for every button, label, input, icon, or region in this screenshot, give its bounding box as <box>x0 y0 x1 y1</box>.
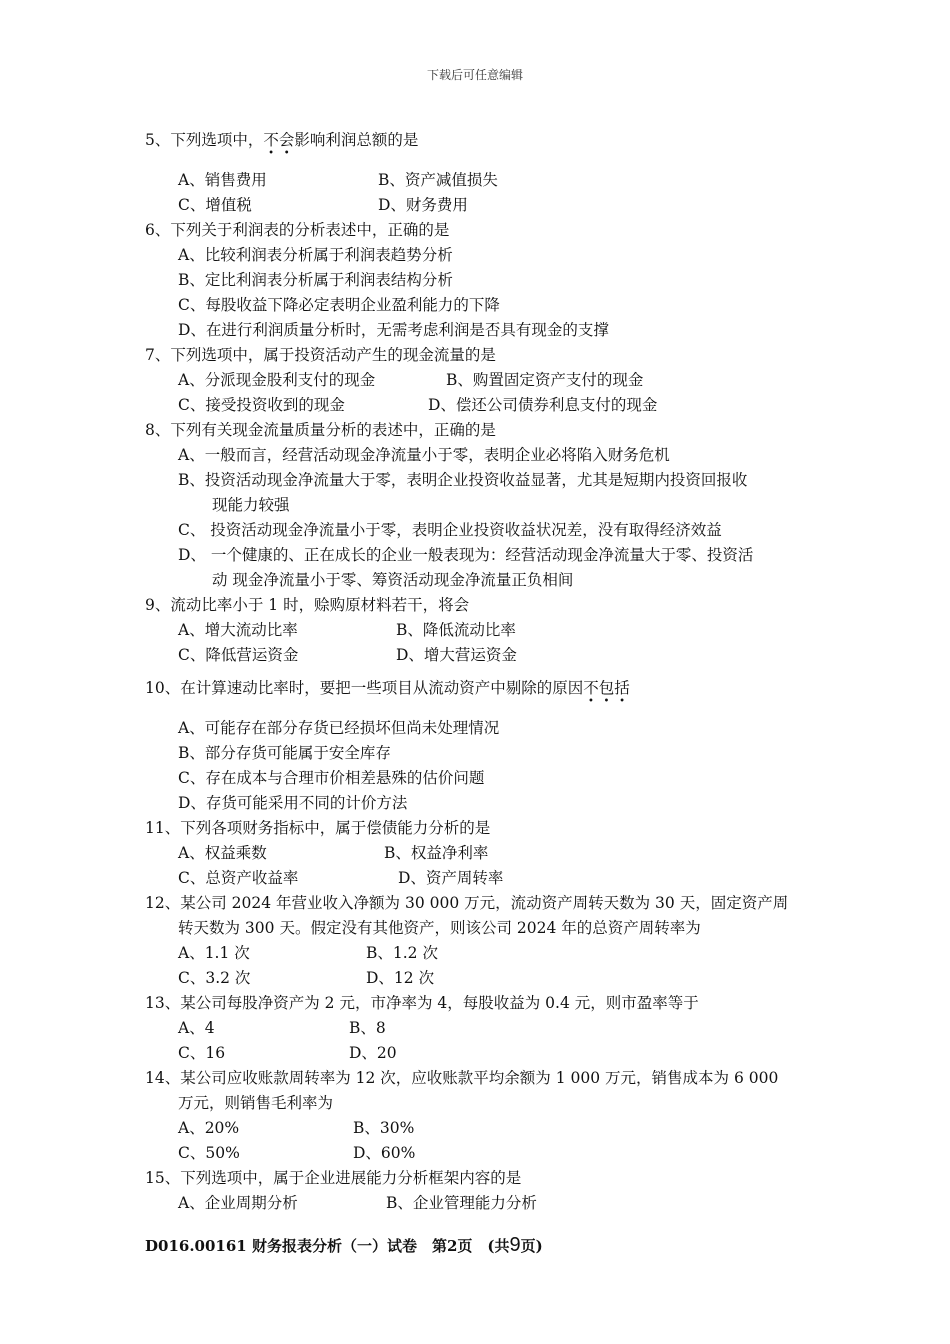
page-footer: D016.00161 财务报表分析（一）试卷 第2页 (共9页) <box>145 1234 543 1256</box>
question-14-stem-line1: 14、某公司应收账款周转率为 12 次，应收账款平均余额为 1 000 万元，销售成本为 6 000 <box>145 1069 779 1087</box>
question-6-option-b: B、定比利润表分析属于利润表结构分析 <box>178 271 453 289</box>
question-14-option-a: A、20% <box>178 1119 240 1137</box>
question-7-option-d: D、偿还公司债券利息支付的现金 <box>428 396 658 414</box>
question-13-option-b: B、8 <box>349 1019 386 1037</box>
question-14-stem-line2: 万元，则销售毛利率为 <box>178 1094 334 1112</box>
question-6-stem: 6、下列关于利润表的分析表述中，正确的是 <box>145 221 450 239</box>
question-10-option-b: B、部分存货可能属于安全库存 <box>178 744 391 762</box>
question-13-option-c: C、16 <box>178 1044 226 1062</box>
question-10-option-c: C、存在成本与合理市价相差悬殊的估价问题 <box>178 769 485 787</box>
question-8-option-a: A、一般而言，经营活动现金净流量小于零，表明企业必将陷入财务危机 <box>178 446 670 464</box>
question-8-option-b-line2: 现能力较强 <box>212 496 290 514</box>
question-14-option-d: D、60% <box>353 1144 416 1162</box>
question-8-stem: 8、下列有关现金流量质量分析的表述中，正确的是 <box>145 421 496 439</box>
question-13-option-a: A、4 <box>178 1019 215 1037</box>
question-11-option-a: A、权益乘数 <box>178 844 267 862</box>
question-11-option-d: D、资产周转率 <box>398 869 504 887</box>
emphasis-char: 括 • <box>614 679 630 707</box>
question-8-option-b-line1: B、投资活动现金净流量大于零，表明企业投资收益显著，尤其是短期内投资回报收 <box>178 471 748 489</box>
question-9-stem: 9、流动比率小于 1 时，赊购原材料若干，将会 <box>145 596 470 614</box>
emphasis-char: 不 • <box>263 131 279 159</box>
question-5-stem: 5、下列选项中，不 • 会 • 影响利润总额的是 <box>145 131 419 159</box>
total-pages: 9 <box>509 1234 521 1256</box>
question-7-option-c: C、接受投资收到的现金 <box>178 396 345 414</box>
question-5-option-a: A、销售费用 <box>178 171 267 189</box>
emphasis-char: 会 • <box>278 131 295 159</box>
emphasis-char: 包 • <box>598 679 615 707</box>
question-7-option-b: B、购置固定资产支付的现金 <box>446 371 644 389</box>
question-5-option-c: C、增值税 <box>178 196 252 214</box>
question-12-stem-line2: 转天数为 300 天。假定没有其他资产，则该公司 2024 年的总资产周转率为 <box>178 919 701 937</box>
question-13-stem: 13、某公司每股净资产为 2 元，市净率为 4，每股收益为 0.4 元，则市盈率等于 <box>145 994 699 1012</box>
question-5-option-b: B、资产减值损失 <box>378 171 498 189</box>
question-6-option-d: D、在进行利润质量分析时，无需考虑利润是否具有现金的支撑 <box>178 321 609 339</box>
question-9-option-d: D、增大营运资金 <box>396 646 517 664</box>
question-11-option-c: C、总资产收益率 <box>178 869 299 887</box>
question-15-option-a: A、企业周期分析 <box>178 1194 298 1212</box>
question-7-option-a: A、分派现金股利支付的现金 <box>178 371 376 389</box>
question-10-stem: 10、在计算速动比率时，要把一些项目从流动资产中剔除的原因不 • 包 • 括 • <box>145 679 630 707</box>
page-header: 下载后可任意编辑 <box>426 68 523 82</box>
emphasis-char: 不 • <box>583 679 599 707</box>
question-15-option-b: B、企业管理能力分析 <box>386 1194 537 1212</box>
question-14-option-b: B、30% <box>353 1119 415 1137</box>
question-12-option-d: D、12 次 <box>366 969 435 987</box>
question-6-option-a: A、比较利润表分析属于利润表趋势分析 <box>178 246 453 264</box>
question-8-option-d-line1: D、 一个健康的、正在成长的企业一般表现为：经营活动现金净流量大于零、投资活 <box>178 546 754 564</box>
question-5-option-d: D、财务费用 <box>378 196 468 214</box>
question-12-option-c: C、3.2 次 <box>178 969 251 987</box>
question-10-option-a: A、可能存在部分存货已经损坏但尚未处理情况 <box>178 719 500 737</box>
question-10-option-d: D、存货可能采用不同的计价方法 <box>178 794 408 812</box>
question-12-option-b: B、1.2 次 <box>366 944 438 962</box>
question-12-option-a: A、1.1 次 <box>178 944 250 962</box>
question-9-option-b: B、降低流动比率 <box>396 621 516 639</box>
question-7-stem: 7、下列选项中，属于投资活动产生的现金流量的是 <box>145 346 496 364</box>
question-8-option-c: C、 投资活动现金净流量小于零，表明企业投资收益状况差，没有取得经济效益 <box>178 521 722 539</box>
question-9-option-a: A、增大流动比率 <box>178 621 298 639</box>
question-9-option-c: C、降低营运资金 <box>178 646 299 664</box>
question-11-stem: 11、下列各项财务指标中，属于偿债能力分析的是 <box>145 819 491 837</box>
question-14-option-c: C、50% <box>178 1144 240 1162</box>
question-11-option-b: B、权益净利率 <box>384 844 489 862</box>
question-6-option-c: C、每股收益下降必定表明企业盈利能力的下降 <box>178 296 500 314</box>
question-13-option-d: D、20 <box>349 1044 397 1062</box>
question-15-stem: 15、下列选项中，属于企业进展能力分析框架内容的是 <box>145 1169 522 1187</box>
question-8-option-d-line2: 动 现金净流量小于零、筹资活动现金净流量正负相间 <box>212 571 574 589</box>
question-12-stem-line1: 12、某公司 2024 年营业收入净额为 30 000 万元，流动资产周转天数为 30 天，固定资产周 <box>145 894 789 912</box>
